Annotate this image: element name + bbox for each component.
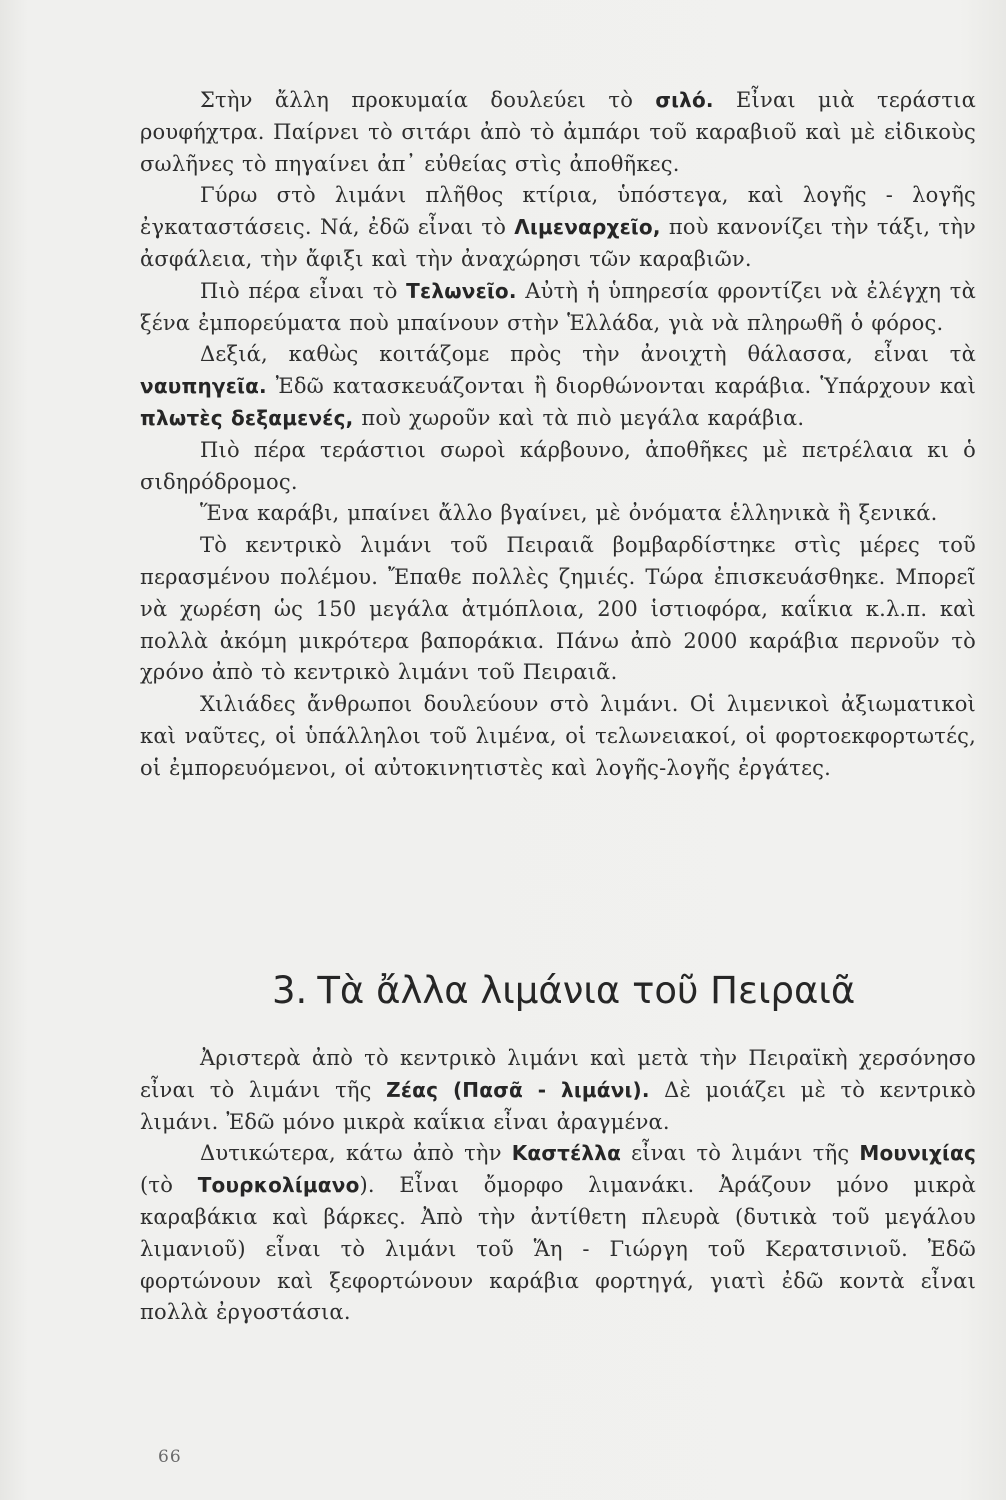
bold-term: πλωτὲς δεξαμενές, [140,405,354,430]
text-run: Δὲ μοιάζει μὲ τὸ κεντρικὸ λιμάνι. Ἐδῶ μόνο μικρὰ καΐκια εἶναι ἀραγμένα. [140,1077,976,1134]
paragraph [140,180,976,275]
text-run: Πιὸ πέρα εἶναι τὸ [200,278,407,303]
text-run: Δυτικώτερα, κάτω ἀπὸ τὴν [200,1141,512,1166]
text-run: Ἐδῶ κατασκευάζονται ἢ διορθώνονται καράβια. Ὑπάρχουν καὶ [266,374,976,399]
text-run: Στὴν ἄλλη προκυμαία δουλεύει τὸ [200,88,656,112]
text-run: Πιὸ πέρα τεράστιοι σωροὶ κάρβουνο, ἀποθῆκες μὲ πετρέλαια κι ὁ σιδηρόδρομος. [140,437,976,494]
paragraph [140,339,976,434]
text-run: εἶναι τὸ λιμάνι τῆς [621,1141,860,1166]
paragraph [140,435,976,499]
bold-term: Μουνιχίας [859,1141,977,1166]
page-number: 66 [158,1447,182,1467]
paragraph [140,530,976,689]
text-run: ποὺ κανονίζει τὴν τάξι, τὴν ἀσφάλεια, τὴν ἄφιξι καὶ τὴν ἀναχώρησι τῶν καραβιῶν. [140,215,976,271]
bold-term: Ζέας (Πασᾶ - λιμάνι). [386,1077,650,1102]
text-run: ). Εἶναι ὄμορφο λιμανάκι. Ἀράζουν μόνο μικρὰ καραβάκια καὶ βάρκες. Ἀπὸ τὴν ἀντίθετη πλευρὰ (δυτικὰ τοῦ μεγάλου λιμανιοῦ) εἶναι τὸ λιμάνι τοῦ Ἅη - Γιώργη τοῦ Κερατσινιοῦ. Ἐδῶ φορτώνουν καὶ ξεφορτώνουν καράβια φορτηγά, γιατὶ ἐδῶ κοντὰ εἶναι πολλὰ ἐργοστάσια. [140,1173,976,1325]
text-run: Ἀριστερὰ ἀπὸ τὸ κεντρικὸ λιμάνι καὶ μετὰ τὴν Πειραϊκὴ χερσόνησο εἶναι τὸ λιμάνι τῆς [140,1046,976,1102]
bold-term: Τουρκολίμανο [197,1173,360,1198]
paragraph [140,498,976,530]
text-run: Ἕνα καράβι, μπαίνει ἄλλο βγαίνει, μὲ ὀνόματα ἑλληνικὰ ἢ ξενικά. [200,501,938,526]
text-block-bottom [140,1043,976,1329]
paragraph [140,85,976,180]
text-run: Γύρω στὸ λιμάνι πλῆθος κτίρια, ὑπόστεγα, καὶ λογῆς - λογῆς ἐγκαταστάσεις. Νά, ἐδῶ εἶναι τὸ [140,183,976,240]
text-block-top [140,85,976,785]
section-title: Τὰ ἄλλα λιμάνια τοῦ Πειραιᾶ [317,969,856,1012]
text-run: ποὺ χωροῦν καὶ τὰ πιὸ μεγάλα καράβια. [353,405,805,430]
text-run: Χιλιάδες ἄνθρωποι δουλεύουν στὸ λιμάνι. Οἱ λιμενικοὶ ἀξιωματικοὶ καὶ ναῦτες, οἱ ὑπάλληλοι τοῦ λιμένα, οἱ τελωνειακοί, οἱ φορτοεκφορτωτές, οἱ ἐμπορευόμενοι, οἱ αὐτοκινητιστὲς καὶ λογῆς-λογῆς ἐργάτες. [140,692,976,780]
text-run: Τὸ κεντρικὸ λιμάνι τοῦ Πειραιᾶ βομβαρδίστηκε στὶς μέρες τοῦ περασμένου πολέμου. Ἔπαθε πολλὲς ζημιές. Τώρα ἐπισκευάσθηκε. Μπορεῖ νὰ χωρέση ὡς 150 μεγάλα ἀτμόπλοια, 200 ἱστιοφόρα, καΐκια κ.λ.π. καὶ πολλὰ ἀκόμη μικρότερα βαποράκια. Πάνω ἀπὸ 2000 καράβια περνοῦν τὸ χρόνο ἀπὸ τὸ κεντρικὸ λιμάνι τοῦ Πειραιᾶ. [140,533,976,685]
paragraph [140,276,976,340]
paragraph [140,689,976,784]
text-run: Εἶναι μιὰ τεράστια ρουφήχτρα. Παίρνει τὸ σιτάρι ἀπὸ τὸ ἀμπάρι τοῦ καραβιοῦ καὶ μὲ εἰδικοὺς σωλῆνες τὸ πηγαίνει ἀπ᾽ εὐθείας στὶς ἀποθῆκες. [140,88,977,176]
paragraph [140,1138,976,1329]
bold-term: Τελωνεῖο. [406,278,517,303]
bold-term: σιλό. [655,88,714,112]
text-run: Αὐτὴ ἡ ὑπηρεσία φροντίζει νὰ ἐλέγχη τὰ ξένα ἐμπορεύματα ποὺ μπαίνουν στὴν Ἑλλάδα, γιὰ νὰ πληρωθῆ ὁ φόρος. [140,278,976,335]
text-run: (τὸ [140,1173,198,1198]
section-number: 3. [272,969,308,1012]
bold-term: Καστέλλα [511,1141,622,1166]
bold-term: ναυπηγεῖα. [140,374,267,399]
paragraph [140,1043,976,1138]
section-heading [272,966,972,1016]
bold-term: Λιμεναρχεῖο, [514,215,661,240]
text-run: Δεξιά, καθὼς κοιτάζομε πρὸς τὴν ἀνοιχτὴ θάλασσα, εἶναι τὰ [200,342,976,367]
